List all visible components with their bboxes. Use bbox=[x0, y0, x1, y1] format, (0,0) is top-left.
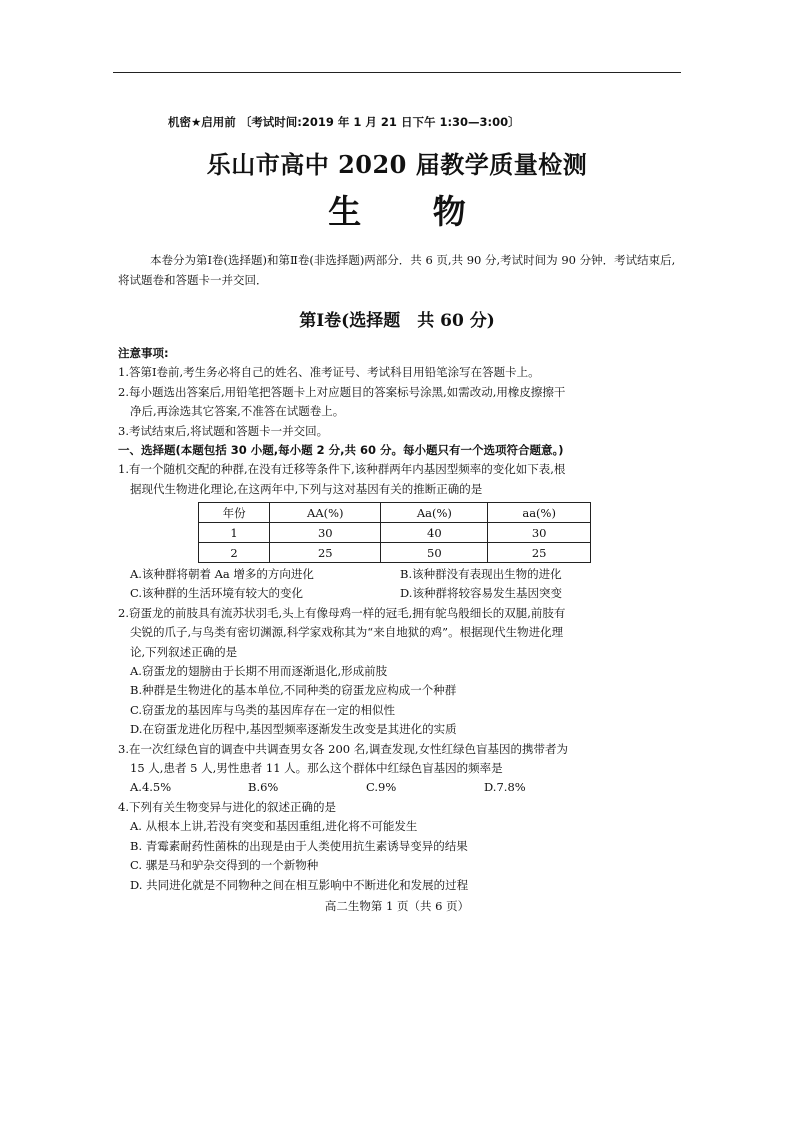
q2-option-c: C.窃蛋龙的基因库与鸟类的基因库存在一定的相似性 bbox=[130, 702, 396, 717]
q2-option-a: A.窃蛋龙的翅膀由于长期不用而逐渐退化,形成前肢 bbox=[130, 664, 388, 679]
table-row bbox=[199, 543, 591, 563]
table-header-cell: 年份 bbox=[199, 503, 270, 523]
table-cell: 30 bbox=[270, 523, 381, 543]
table-header-cell: Aa(%) bbox=[381, 503, 488, 523]
table-cell: 25 bbox=[488, 543, 591, 563]
question-1-text: 1.有一个随机交配的种群,在没有迁移等条件下,该种群两年内基因型频率的变化如下表,根 bbox=[118, 462, 566, 477]
question-2-text: 论,下列叙述正确的是 bbox=[130, 644, 238, 659]
table-header-row bbox=[199, 503, 591, 523]
confidential-line: 机密★启用前 〔考试时间:2019 年 1 月 21 日下午 1:30—3:00〕 bbox=[168, 115, 520, 129]
table-cell: 1 bbox=[199, 523, 270, 543]
note-item: 2.每小题选出答案后,用铅笔把答题卡上对应题目的答案标号涂黑,如需改动,用橡皮擦擦干 bbox=[118, 384, 566, 399]
notes-block bbox=[118, 344, 678, 499]
table-cell: 50 bbox=[381, 543, 488, 563]
exam-title: 乐山市高中 2020 届教学质量检测 bbox=[206, 150, 588, 179]
q4-option-a: A. 从根本上讲,若没有突变和基因重组,进化将不可能发生 bbox=[130, 819, 418, 834]
question-3-text: 3.在一次红绿色盲的调查中共调查男女各 200 名,调查发现,女性红绿色盲基因的携带者为 bbox=[118, 741, 569, 756]
table-row bbox=[199, 523, 591, 543]
q2-option-b: B.种群是生物进化的基本单位,不同种类的窃蛋龙应构成一个种群 bbox=[130, 683, 457, 698]
note-item: 净后,再涂选其它答案,不准答在试题卷上。 bbox=[130, 404, 345, 419]
q3-option-d: D.7.8% bbox=[484, 780, 526, 795]
page-footer: 高二生物第 1 页（共 6 页） bbox=[324, 899, 470, 913]
questions-block bbox=[118, 565, 678, 895]
question-2-text: 2.窃蛋龙的前肢具有流苏状羽毛,头上有像母鸡一样的冠毛,拥有鸵鸟般细长的双腿,前肢有 bbox=[118, 605, 566, 620]
q3-option-c: C.9% bbox=[366, 780, 397, 795]
q1-options-row bbox=[118, 584, 678, 603]
top-rule bbox=[113, 72, 681, 73]
question-4-text: 4.下列有关生物变异与进化的叙述正确的是 bbox=[118, 799, 336, 814]
genotype-table bbox=[198, 502, 591, 563]
table-header-cell: aa(%) bbox=[488, 503, 591, 523]
q3-option-a: A.4.5% bbox=[130, 780, 172, 795]
q3-option-b: B.6% bbox=[248, 780, 279, 795]
table-cell: 40 bbox=[381, 523, 488, 543]
part-heading: 一、选择题(本题包括 30 小题,每小题 2 分,共 60 分。每小题只有一个选项符合题意。) bbox=[118, 443, 564, 458]
q1-option-c: C.该种群的生活环境有较大的变化 bbox=[130, 586, 304, 601]
table-header-cell: AA(%) bbox=[270, 503, 381, 523]
q2-option-d: D.在窃蛋龙进化历程中,基因型频率逐渐发生改变是其进化的实质 bbox=[130, 722, 457, 737]
table-cell: 30 bbox=[488, 523, 591, 543]
section-title: 第Ⅰ卷(选择题 共 60 分) bbox=[299, 311, 495, 331]
q1-option-a: A.该种群将朝着 Aa 增多的方向进化 bbox=[130, 567, 314, 581]
table-cell: 2 bbox=[199, 543, 270, 563]
note-item: 3.考试结束后,将试题和答题卡一并交回。 bbox=[118, 423, 329, 438]
intro-paragraph: 本卷分为第Ⅰ卷(选择题)和第Ⅱ卷(非选择题)两部分．共 6 页,共 90 分,考试时间为 90 分钟．考试结束后,将试题卷和答题卡一并交回． bbox=[118, 253, 676, 287]
notes-heading: 注意事项: bbox=[118, 346, 169, 360]
subject-title: 生 物 bbox=[328, 192, 466, 231]
q4-option-b: B. 青霉素耐药性菌株的出现是由于人类使用抗生素诱导变异的结果 bbox=[130, 838, 468, 853]
table-cell: 25 bbox=[270, 543, 381, 563]
question-3-text: 15 人,患者 5 人,男性患者 11 人。那么这个群体中红绿色盲基因的频率是 bbox=[130, 761, 503, 776]
q1-option-d: D.该种群将较容易发生基因突变 bbox=[400, 586, 562, 601]
question-2-text: 尖锐的爪子,与鸟类有密切渊源,科学家戏称其为“来自地狱的鸡”。根据现代生物进化理 bbox=[130, 625, 564, 640]
q4-option-c: C. 骡是马和驴杂交得到的一个新物种 bbox=[130, 858, 319, 873]
question-1-text: 据现代生物进化理论,在这两年中,下列与这对基因有关的推断正确的是 bbox=[130, 481, 483, 496]
q3-options-row bbox=[118, 778, 678, 797]
q4-option-d: D. 共同进化就是不同物种之间在相互影响中不断进化和发展的过程 bbox=[130, 877, 469, 892]
note-item: 1.答第Ⅰ卷前,考生务必将自己的姓名、准考证号、考试科目用铅笔涂写在答题卡上。 bbox=[118, 365, 540, 380]
q1-options-row bbox=[118, 565, 678, 584]
q1-option-b: B.该种群没有表现出生物的进化 bbox=[400, 567, 562, 581]
